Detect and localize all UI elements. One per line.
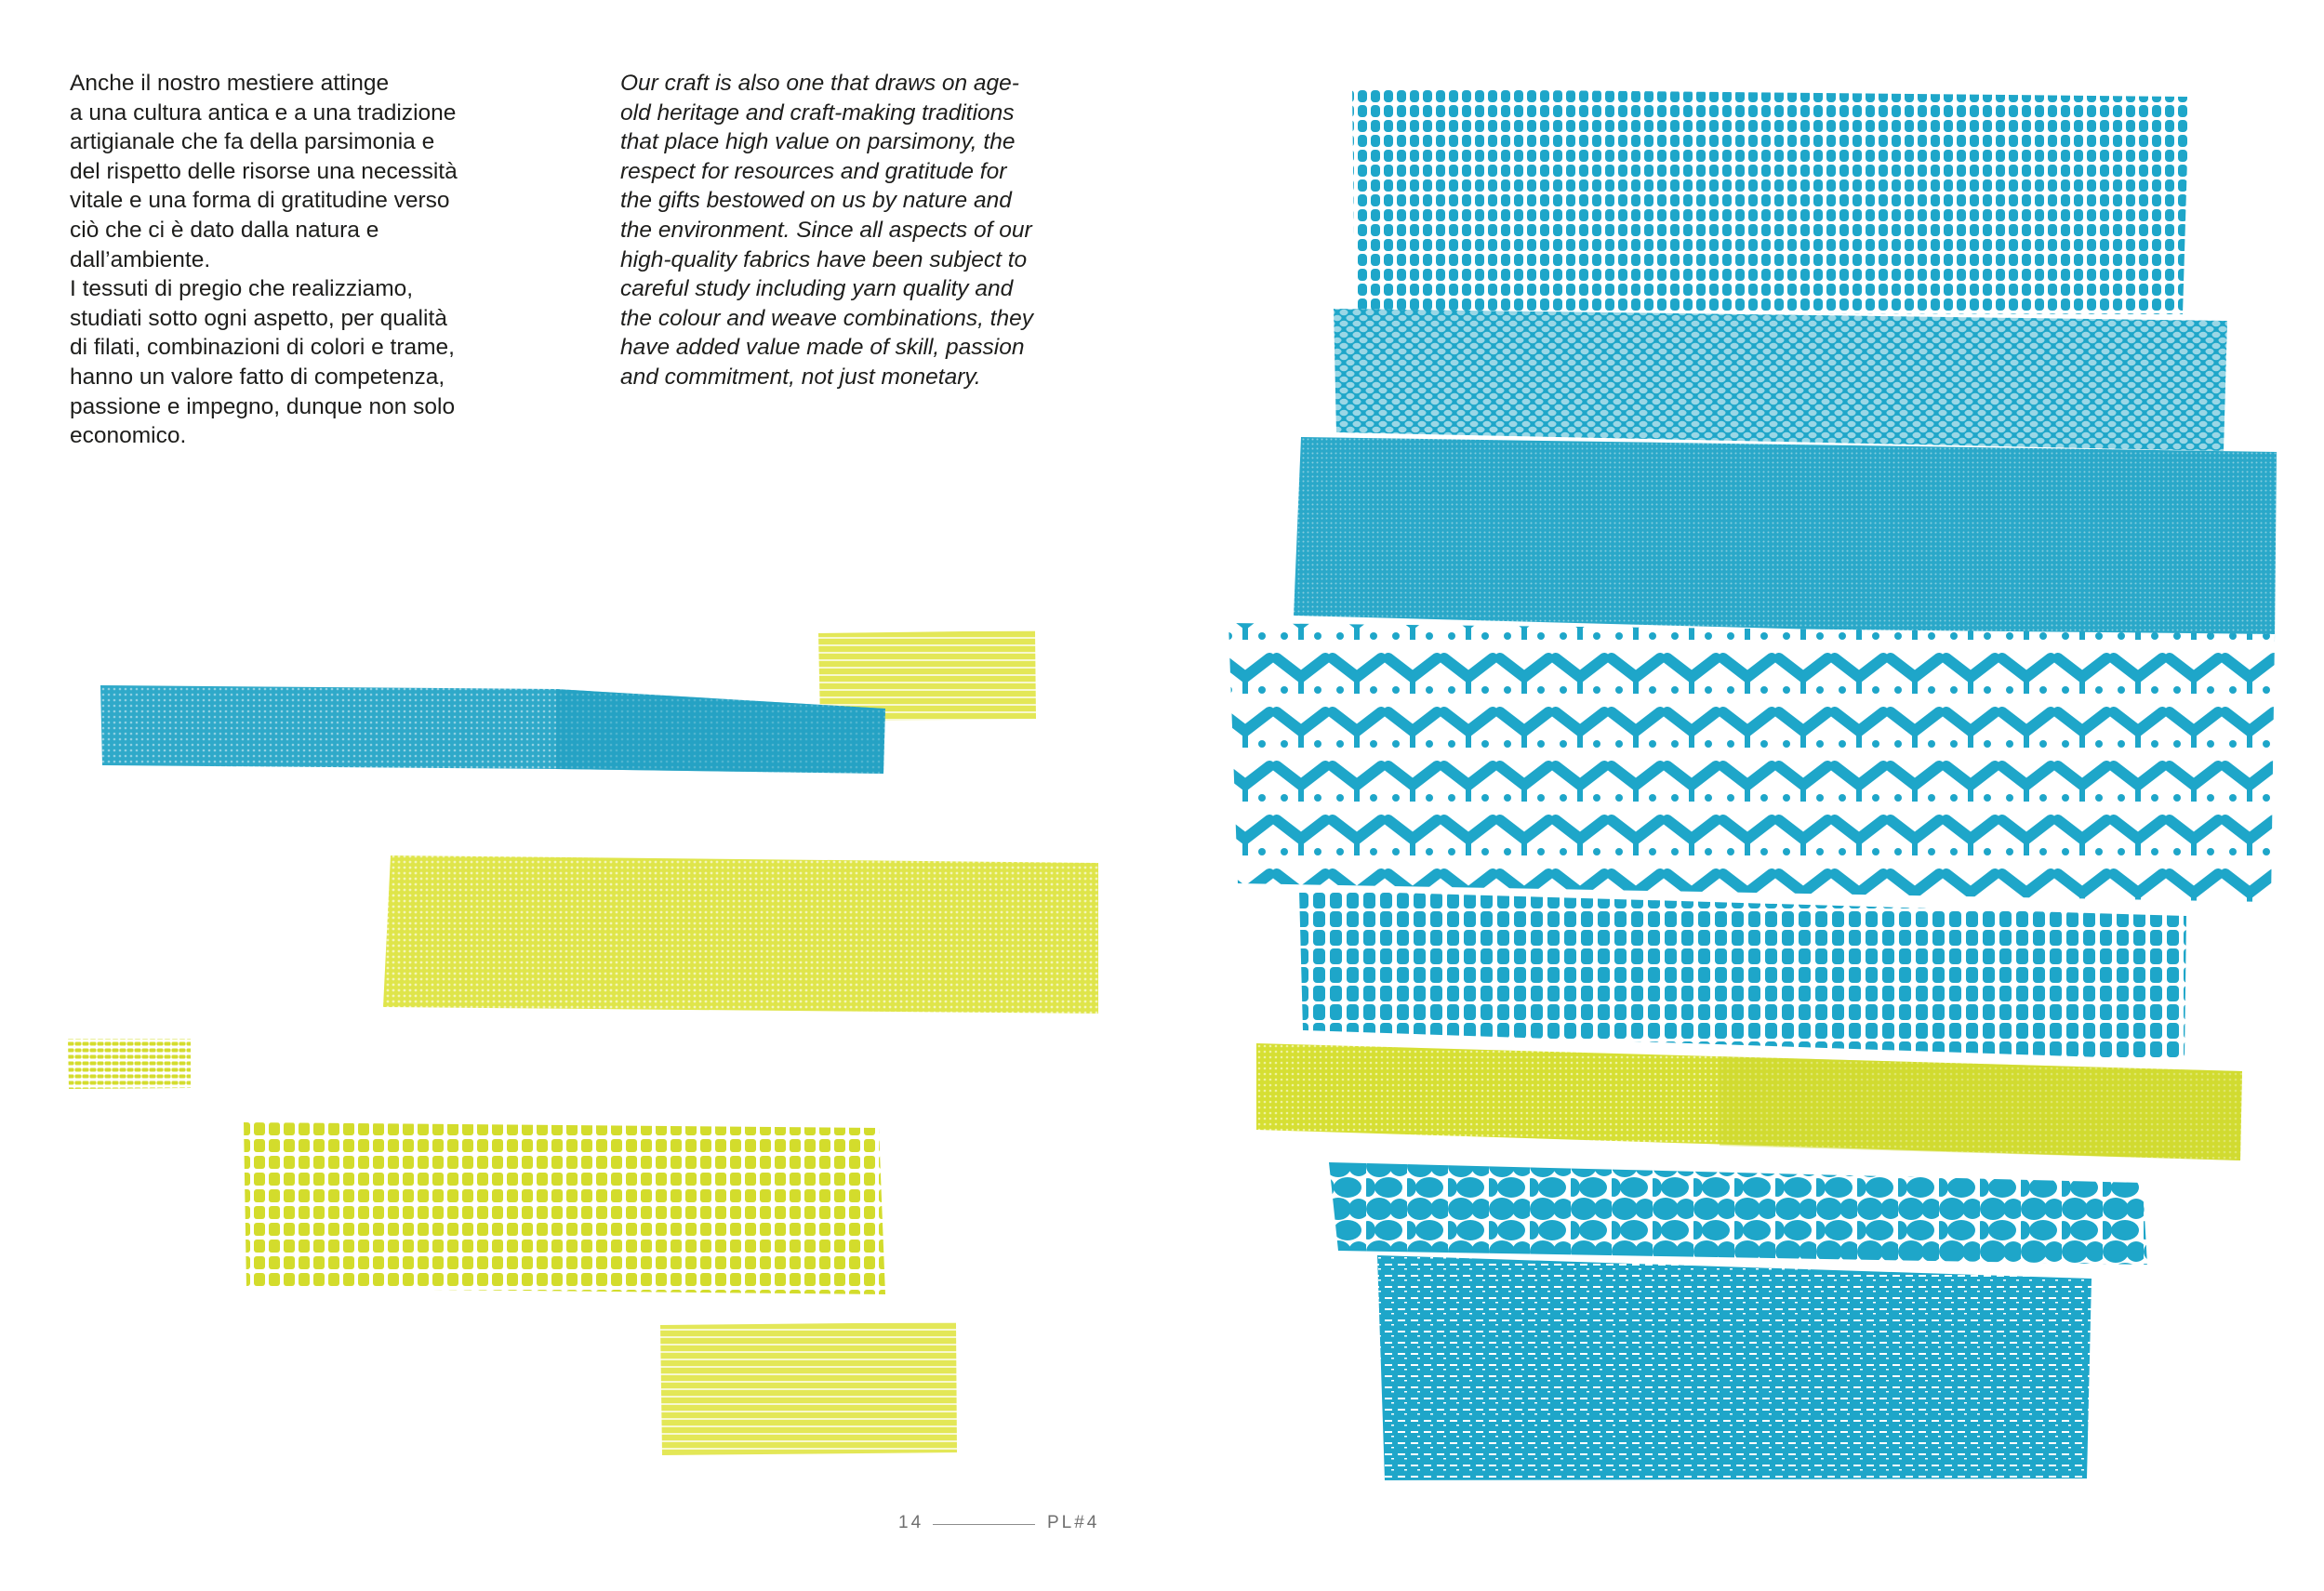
fabric-swatch-cyan — [1377, 1255, 2092, 1480]
text-line: passione e impegno, dunque non solo — [70, 393, 456, 419]
fabric-swatch-cyan — [1334, 309, 2227, 451]
fabric-swatch-cyan — [1329, 1162, 2147, 1265]
text-line: the gifts bestowed on us by nature and — [620, 188, 1012, 214]
text-line: a una cultura antica e a una tradizione — [70, 99, 457, 126]
text-line: hanno un valore fatto di competenza, — [70, 364, 445, 390]
text-line: old heritage and craft-making traditions — [620, 99, 1015, 126]
issue-label: PL#4 — [1047, 1513, 1100, 1532]
fabric-swatch-yellow — [383, 855, 1098, 1014]
text-line: del rispetto delle risorse una necessità — [70, 158, 458, 184]
text-line: high-quality fabrics have been subject to — [620, 246, 1028, 272]
text-line: ciò che ci è dato dalla natura e — [70, 217, 379, 243]
folio-rule — [933, 1524, 1035, 1525]
text-line: respect for resources and gratitude for — [620, 158, 1007, 184]
fabric-swatch-cyan — [1228, 623, 2275, 902]
text-line: Anche il nostro mestiere attinge — [70, 71, 390, 96]
fabric-swatch-cyan — [1294, 437, 2277, 642]
fabric-swatch-cyan — [1352, 88, 2189, 314]
fabric-swatch-cyan — [1299, 890, 2186, 1060]
fabric-swatch-yellow — [660, 1322, 957, 1455]
text-line: I tessuti di pregio che realizziamo, — [70, 276, 414, 302]
text-line: artigianale che fa della parsimonia e — [70, 129, 435, 155]
text-line: that place high value on parsimony, the — [620, 129, 1016, 155]
text-line: and commitment, not just monetary. — [620, 364, 981, 390]
text-line: vitale e una forma di gratitudine verso — [70, 188, 450, 214]
text-line: di filati, combinazioni di colori e trame, — [70, 335, 455, 361]
text-line: dall’ambiente. — [70, 246, 211, 272]
text-line: economico. — [70, 423, 187, 449]
text-line: the colour and weave combinations, they — [620, 305, 1033, 331]
text-line: Our craft is also one that draws on age- — [620, 71, 1019, 96]
right-swatches-illustration — [1162, 0, 2324, 1591]
fabric-swatch-yellow — [244, 1122, 885, 1294]
text-line: have added value made of skill, passion — [620, 335, 1025, 361]
text-line: careful study including yarn quality and — [620, 276, 1014, 302]
fabric-swatch-yellow — [68, 1039, 191, 1089]
text-line: studiati sotto ogni aspetto, per qualità — [70, 305, 447, 331]
text-line: the environment. Since all aspects of our — [620, 217, 1032, 243]
page-number: 14 — [898, 1513, 924, 1532]
right-page — [1162, 0, 2324, 1591]
